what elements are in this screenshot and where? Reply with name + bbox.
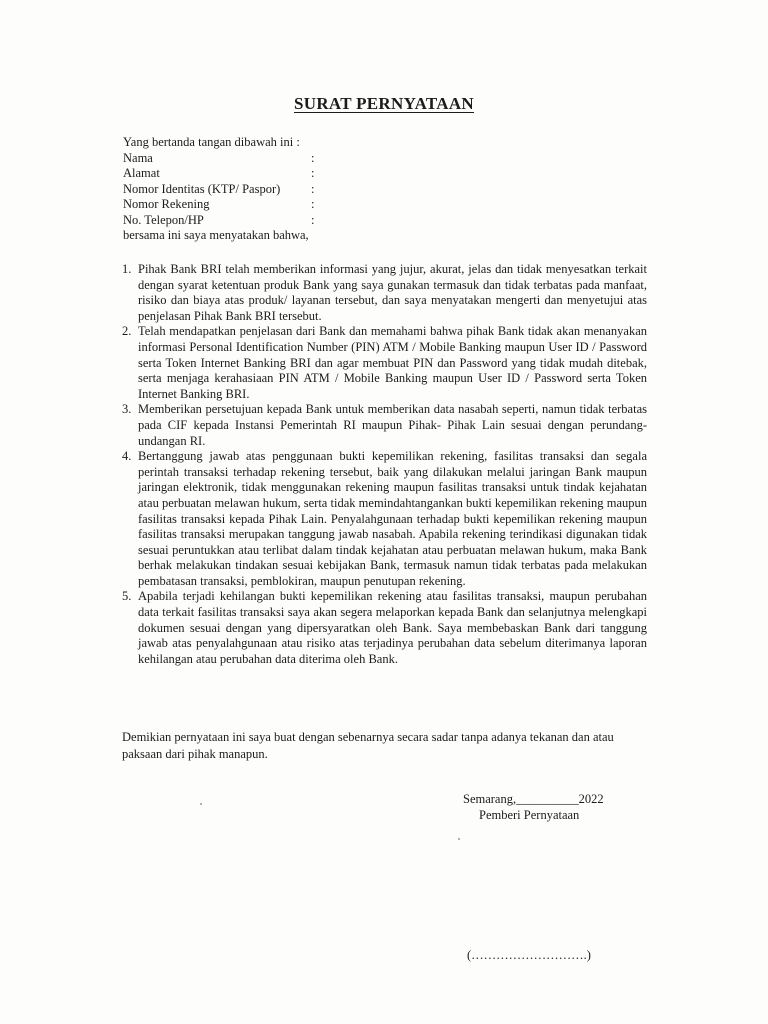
- signer-role: Pemberi Pernyataan: [479, 808, 580, 822]
- list-item: [122, 589, 647, 667]
- place-date: Semarang,__________2022: [463, 792, 604, 806]
- list-item: [122, 262, 647, 324]
- field-row-nomor-rekening: [123, 197, 643, 213]
- field-colon: :: [311, 166, 315, 180]
- signature-block: [463, 791, 633, 823]
- document-title: [0, 94, 768, 114]
- document-title-text: SURAT PERNYATAAN: [293, 94, 475, 113]
- identity-section: [123, 135, 643, 244]
- scan-speck: [200, 803, 202, 805]
- list-item: [122, 402, 647, 449]
- list-item-number: 5.: [122, 589, 132, 604]
- list-item-text: Bertanggung jawab atas penggunaan bukti kepemilikan rekening, fasilitas transaksi dan segala perintah transaksi terhadap rekening tersebut, baik yang dilakukan melalui jaringan Bank maupun jaringan elektronik, tidak menggunakan rekening maupun fasilitas transaksi untuk tindak kejahatan atau perbuatan melawan hukum, serta tidak memindahtangankan bukti kepemilikan rekening maupun fasilitas transaksi kepada Pihak Lain. Penyalahgunaan terhadap bukti kepemilikan rekening maupun fasilitas transaksi merupakan tanggung jawab nasabah. Apabila rekening terindikasi digunakan tidak sesuai peruntukkan atau terlibat dalam tindak kejahatan atau perbuatan melawan hukum, maka Bank berhak melakukan tindakan sesuai kebijakan Bank, termasuk namun tidak terbatas pada melakukan pembatasan transaksi, pemblokiran, maupun penutupan rekening.: [138, 449, 647, 588]
- list-item: [122, 449, 647, 589]
- field-colon: :: [311, 197, 315, 211]
- field-label: Alamat: [123, 166, 160, 180]
- statement-list: [122, 262, 647, 667]
- closing-paragraph: Demikian pernyataan ini saya buat dengan sebenarnya secara sadar tanpa adanya tekanan dan atau paksaan dari pihak manapun.: [122, 730, 614, 761]
- list-item-number: 4.: [122, 449, 132, 464]
- list-item-number: 2.: [122, 324, 132, 339]
- field-row-nomor-identitas: [123, 182, 643, 198]
- scan-speck: [458, 838, 460, 840]
- field-label: Nomor Rekening: [123, 197, 210, 211]
- list-item-text: Memberikan persetujuan kepada Bank untuk memberikan data nasabah seperti, namun tidak terbatas pada CIF kepada Instansi Pemerintah RI maupun Pihak- Pihak Lain sesuai dengan perundang- undangan RI.: [138, 402, 647, 448]
- list-item: [122, 324, 647, 402]
- list-item-text: Apabila terjadi kehilangan bukti kepemilikan rekening atau fasilitas transaksi, maupun perubahan data terkait fasilitas transaksi saya akan segera melaporkan kepada Bank dan selanjutnya melengkapi dokumen sesuai dengan yang dipersyaratkan oleh Bank. Saya membebaskan Bank dari tanggung jawab atas penyalahgunaan atau risiko atas terjadinya perubahan data sebelum diterimanya laporan kehilangan atau perubahan data diterima oleh Bank.: [138, 589, 647, 666]
- list-item-text: Telah mendapatkan penjelasan dari Bank dan memahami bahwa pihak Bank tidak akan menanyakan informasi Personal Identification Number (PIN) ATM / Mobile Banking maupun User ID / Password serta Token Internet Banking BRI dan agar membuat PIN dan Password yang tidak mudah ditebak, serta menjaga kerahasiaan PIN ATM / Mobile Banking maupun User ID / Password serta Token Internet Banking BRI.: [138, 324, 647, 401]
- field-colon: :: [311, 150, 315, 165]
- field-colon: :: [311, 181, 315, 196]
- list-item-number: 1.: [122, 262, 132, 276]
- field-row-alamat: [123, 166, 643, 182]
- field-label: Nama: [123, 150, 153, 165]
- field-row-nama: [123, 151, 643, 167]
- list-item-text: Pihak Bank BRI telah memberikan informasi yang jujur, akurat, jelas dan tidak menyesatkan terkait dengan syarat ketentuan produk Bank yang saya gunakan termasuk dan tidak terbatas pada manfaat, risiko dan biaya atas produk/ layanan tersebut, dan saya menyatakan mengerti dan menyetujui atas penjelasan Pihak Bank BRI tersebut.: [138, 262, 647, 323]
- field-label: No. Telepon/HP: [123, 212, 204, 227]
- list-item-number: 3.: [122, 402, 132, 417]
- field-label: Nomor Identitas (KTP/ Paspor): [123, 181, 281, 196]
- intro-line: Yang bertanda tangan dibawah ini :: [123, 135, 300, 149]
- field-row-telepon: [123, 213, 643, 229]
- signature-name-line: (……………………….): [467, 948, 591, 962]
- field-colon: :: [311, 212, 315, 227]
- statement-lead: bersama ini saya menyatakan bahwa,: [123, 228, 309, 242]
